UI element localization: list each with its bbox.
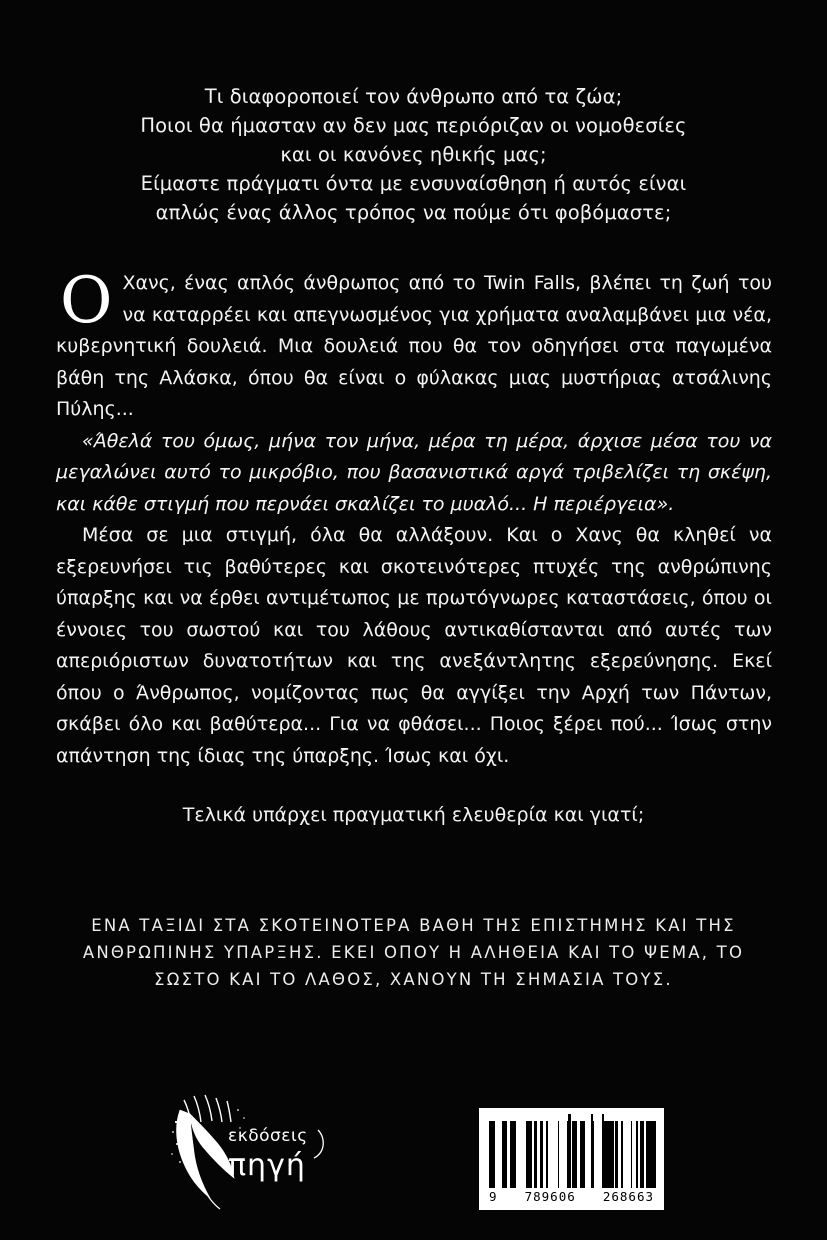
intro-question-line: Είμαστε πράγματι όντα με ενσυναίσθηση ή αυτός είναι — [140, 172, 687, 195]
barcode — [479, 1108, 664, 1210]
barcode-digit-left: 9 — [489, 1189, 498, 1204]
publisher-logo — [168, 1092, 348, 1210]
blurb-body — [56, 264, 772, 772]
publisher-name-line2: πηγή — [228, 1148, 306, 1183]
tagline-line: ΣΩΣΤΟ ΚΑΙ ΤΟ ΛΑΘΟΣ, ΧΑΝΟΥΝ ΤΗ ΣΗΜΑΣΙΑ ΤΟΥΣ. — [154, 970, 673, 989]
intro-questions — [60, 82, 767, 227]
intro-question-line: απλώς ένας άλλος τρόπος να πούμε ότι φοβόμαστε; — [155, 201, 672, 224]
barcode-digits-right: 268663 — [602, 1189, 654, 1204]
blurb-paragraph-1 — [56, 264, 772, 426]
blurb-paragraph-3: Μέσα σε μια στιγμή, όλα θα αλλάξουν. Και ο Χανς θα κληθεί να εξερευνήσει τις βαθύτερες και σκοτεινότερες πτυχές της ανθρώπινης ύπαρξης και να έρθει αντιμέτωπος με πρωτόγνωρες καταστάσεις, όπου οι έννοιες του σωστού και του λάθους αντικαθίστανται από αυτές των απεριόριστων δυνατοτήτων και της ανεξάντλητης εξερεύνησης. Εκεί όπου ο Άνθρωπος, νομίζοντας πως θα αγγίξει την Αρχή των Πάντων, σκάβει όλο και βαθύτερα... Για να φθάσει... Ποιος ξέρει πού... Ίσως στην απάντηση της ίδιας της ύπαρξης. Ίσως και όχι. — [56, 524, 772, 767]
publisher-name-line1: εκδόσεις — [228, 1126, 308, 1146]
closing-question: Τελικά υπάρχει πραγματική ελευθερία και γιατί; — [182, 804, 645, 826]
barcode-digits-middle: 789606 — [524, 1189, 576, 1204]
tagline-line: ΕΝΑ ΤΑΞΙΔΙ ΣΤΑ ΣΚΟΤΕΙΝΟΤΕΡΑ ΒΑΘΗ ΤΗΣ ΕΠΙΣΤΗΜΗΣ ΚΑΙ ΤΗΣ — [91, 916, 736, 935]
barcode-icon — [487, 1114, 656, 1188]
intro-question-line: Ποιοι θα ήμασταν αν δεν μας περιόριζαν οι νομοθεσίες — [140, 114, 687, 137]
tagline-line: ΑΝΘΡΩΠΙΝΗΣ ΥΠΑΡΞΗΣ. ΕΚΕΙ ΟΠΟΥ Η ΑΛΗΘΕΙΑ ΚΑΙ ΤΟ ΨΕΜΑ, ΤΟ — [82, 943, 745, 962]
tagline — [60, 912, 767, 993]
intro-question-line: Τι διαφοροποιεί τον άνθρωπο από τα ζώα; — [204, 85, 623, 108]
publisher-name — [228, 1126, 308, 1183]
drop-cap: Ο — [60, 264, 113, 338]
blurb-paragraph-quote: «Άθελά του όμως, μήνα τον μήνα, μέρα τη μέρα, άρχισε μέσα του να μεγαλώνει αυτό το μικρόβιο, που βασανιστικά αργά τριβελίζει τη σκέψη, και κάθε στιγμή που περνάει σκαλίζει το μυαλό... Η περιέργεια». — [56, 429, 772, 515]
blurb-paragraph-1-text: Χανς, ένας απλός άνθρωπος από το Twin Falls, βλέπει τη ζωή του να καταρρέει και απεγνωσμένος για χρήματα αναλαμβάνει μια νέα, κυβερνητική δουλειά. Μια δουλειά που θα τον οδηγήσει στα παγωμένα βάθη της Αλάσκα, όπου θα είναι ο φύλακας μιας μυστήριας ατσάλινης Πύλης... — [56, 272, 772, 420]
intro-question-line: και οι κανόνες ηθικής μας; — [280, 143, 547, 166]
barcode-digits — [487, 1189, 656, 1204]
